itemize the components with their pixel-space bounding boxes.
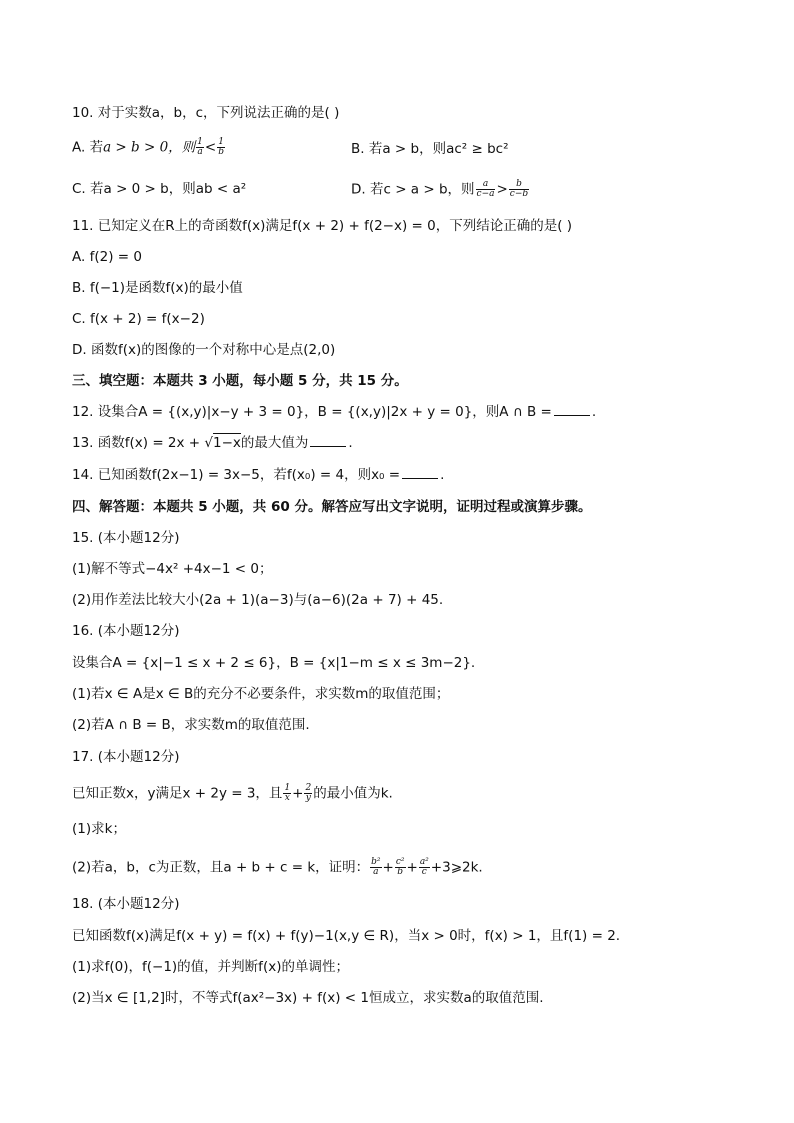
q12-answer-blank bbox=[554, 403, 590, 416]
q10-option-a-lt: < bbox=[204, 139, 217, 156]
q12 bbox=[72, 403, 596, 421]
section-4-heading: 四、解答题：本题共 5 小题，共 60 分。解答应写出文字说明，证明过程或演算步骤。 bbox=[72, 499, 592, 515]
q10-option-a bbox=[72, 138, 226, 157]
q14-text: 14. 已知函数f(2x−1) = 3x−5，若f(x₀) = 4，则x₀ = bbox=[72, 467, 401, 483]
q17-frac-2y: $\frac{2}{y}$ bbox=[305, 783, 312, 803]
q16-part-2: (2)若A ∩ B = B，求实数m的取值范围. bbox=[72, 717, 310, 733]
q10-option-d-frac2: $\frac{b}{c-b}$ bbox=[509, 179, 529, 199]
q17-frac-c2b: $\frac{\text{c²}}{b}$ bbox=[395, 857, 405, 877]
q10-option-a-frac1: $\frac{1}{a}$ bbox=[197, 137, 203, 157]
q17-frac-1x: $\frac{1}{x}$ bbox=[284, 783, 291, 803]
q15-part-2: (2)用作差法比较大小(2a + 1)(a−3)与(a−6)(2a + 7) + 45. bbox=[72, 592, 444, 608]
q10-option-a-cond: a > b > 0，则 bbox=[103, 139, 196, 156]
q10-stem: 10. 对于实数a，b，c，下列说法正确的是( ) bbox=[72, 105, 340, 121]
q17-part-2-pre: (2)若a，b，c为正数，且a + b + c = k，证明： bbox=[72, 859, 370, 876]
q13-pre: 13. 函数f(x) = 2x + bbox=[72, 435, 201, 451]
q14-answer-blank bbox=[402, 466, 438, 479]
q17-stem-pre: 已知正数x，y满足x + 2y = 3，且 bbox=[72, 785, 283, 802]
q10-option-a-label: A. 若 bbox=[72, 139, 104, 156]
q13-post: 的最大值为 bbox=[240, 435, 309, 451]
q11-option-b: B. f(−1)是函数f(x)的最小值 bbox=[72, 280, 243, 296]
q13-end: . bbox=[348, 435, 353, 451]
q17-stem bbox=[72, 784, 393, 803]
q18-part-1: (1)求f(0)，f(−1)的值，并判断f(x)的单调性； bbox=[72, 959, 349, 975]
q10-option-d-frac1: $\frac{a}{c-a}$ bbox=[476, 179, 495, 199]
q18-stem: 已知函数f(x)满足f(x + y) = f(x) + f(y)−1(x,y ∈ R)，当x > 0时，f(x) > 1，且f(1) = 2. bbox=[72, 928, 621, 944]
q11-option-a: A. f(2) = 0 bbox=[72, 249, 142, 265]
q11-stem: 11. 已知定义在R上的奇函数f(x)满足f(x + 2) + f(2−x) = 0，下列结论正确的是( ) bbox=[72, 218, 573, 234]
section-3-heading: 三、填空题：本题共 3 小题，每小题 5 分，共 15 分。 bbox=[72, 373, 408, 389]
q17-heading: 17. (本小题12分) bbox=[72, 749, 180, 765]
q17-part-2: (2)若a，b，c为正数，且a + b + c = k，证明： $\frac{\text{b²}}{a}$ + $\frac{\text{c²}}{b}$ + $\frac{\text{a²}}{c}$ +3⩾2k. bbox=[72, 857, 483, 877]
q17-stem-post: 的最小值为k. bbox=[313, 785, 393, 802]
q18-heading: 18. (本小题12分) bbox=[72, 896, 180, 912]
q18-part-2: (2)当x ∈ [1,2]时，不等式f(ax²−3x) + f(x) < 1恒成立，求实数a的取值范围. bbox=[72, 990, 544, 1006]
q17-part-2-post: +3⩾2k. bbox=[430, 859, 483, 876]
q16-stem: 设集合A = {x|−1 ≤ x + 2 ≤ 6}，B = {x|1−m ≤ x ≤ 3m−2}. bbox=[72, 655, 476, 671]
q10-option-d-gt: > bbox=[496, 181, 508, 198]
q12-text: 12. 设集合A = {(x,y)|x−y + 3 = 0}，B = {(x,y)|2x + y = 0}，则A ∩ B = bbox=[72, 404, 552, 420]
q11-option-d: D. 函数f(x)的图像的一个对称中心是点(2,0) bbox=[72, 342, 336, 358]
q15-heading: 15. (本小题12分) bbox=[72, 530, 180, 546]
q17-part-1: (1)求k； bbox=[72, 821, 126, 837]
q13-root: 1−x bbox=[213, 435, 241, 451]
q10-option-d bbox=[351, 180, 530, 199]
q12-end: . bbox=[591, 404, 597, 420]
q14 bbox=[72, 466, 444, 484]
q17-frac-b2a: $\frac{\text{b²}}{a}$ bbox=[371, 857, 381, 877]
q10-option-d-label: D. 若c > a > b，则 bbox=[351, 181, 475, 198]
q10-option-c: C. 若a > 0 > b，则ab < a² bbox=[72, 181, 247, 197]
q10-option-b: B. 若a > b，则ac² ≥ bc² bbox=[351, 141, 509, 157]
q16-heading: 16. (本小题12分) bbox=[72, 623, 180, 639]
sqrt-icon: √ bbox=[204, 435, 214, 451]
q17-plus: + bbox=[292, 785, 304, 802]
q13 bbox=[72, 434, 353, 452]
q17-frac-a2c: $\frac{\text{a²}}{c}$ bbox=[419, 857, 429, 877]
q14-end: . bbox=[440, 467, 445, 483]
q11-option-c: C. f(x + 2) = f(x−2) bbox=[72, 311, 205, 327]
q15-part-1: (1)解不等式−4x² +4x−1 < 0； bbox=[72, 561, 273, 577]
q10-option-a-frac2: $\frac{1}{b}$ bbox=[218, 137, 224, 157]
q16-part-1: (1)若x ∈ A是x ∈ B的充分不必要条件，求实数m的取值范围； bbox=[72, 686, 450, 702]
q13-answer-blank bbox=[310, 434, 346, 447]
